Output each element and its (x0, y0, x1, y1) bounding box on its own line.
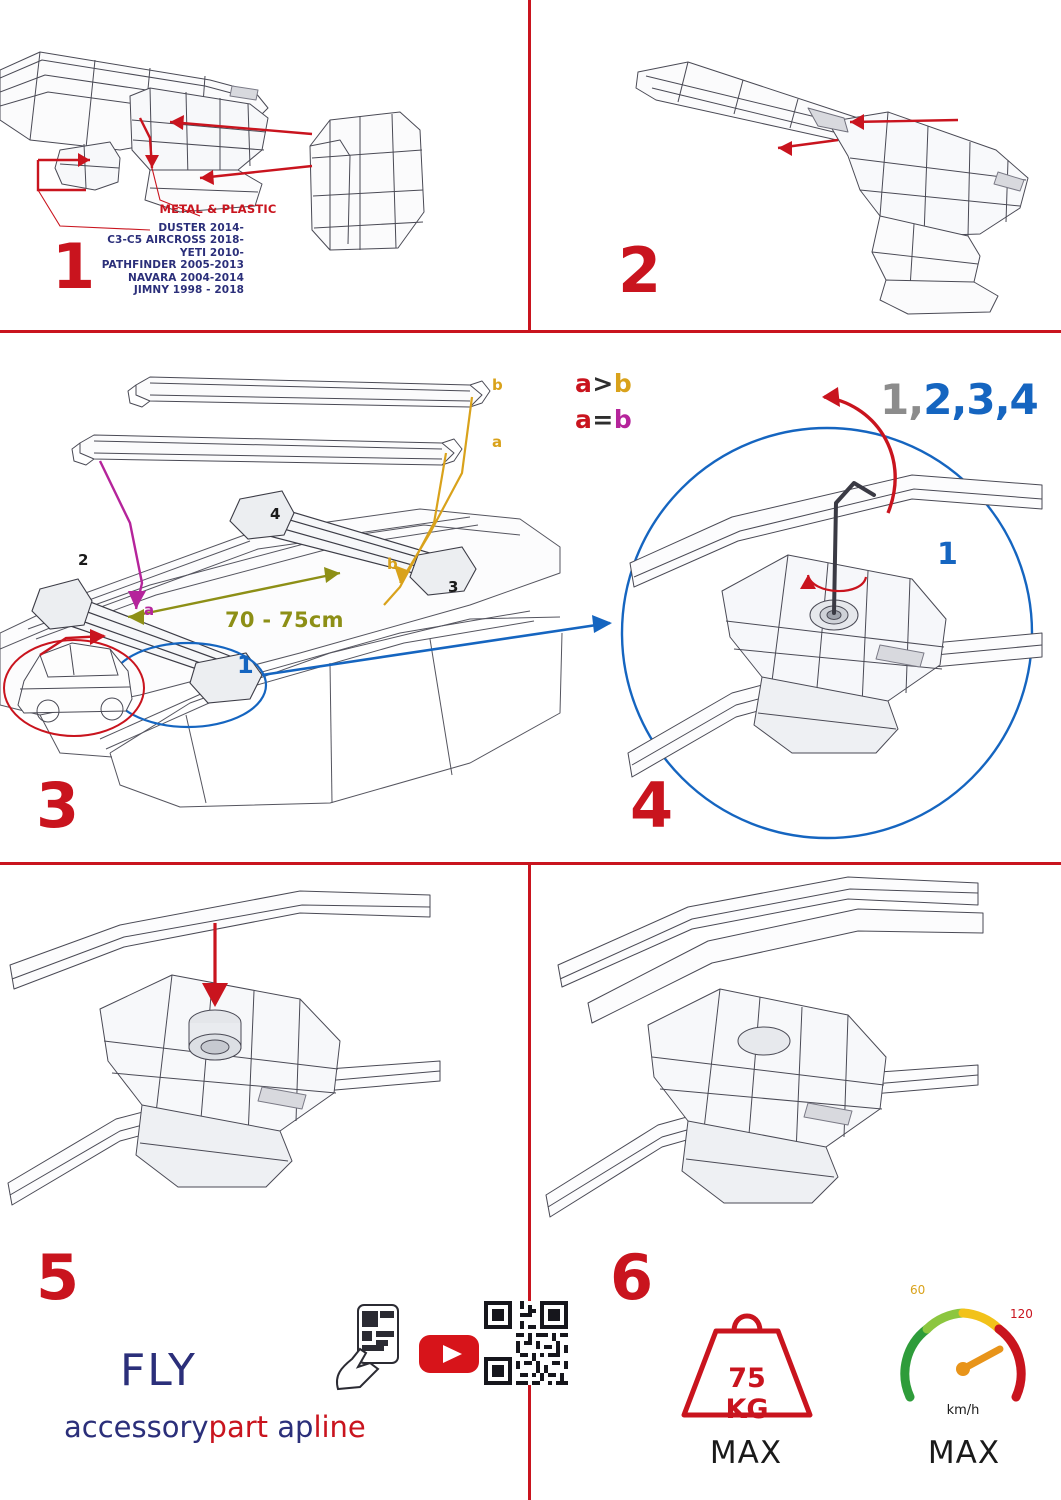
max-weight-label: MAX (709, 1435, 783, 1471)
step-4-panel (612, 333, 1061, 862)
compare-b: b (613, 405, 633, 434)
step-number-5: 5 (36, 1241, 78, 1314)
sequence-blue: 2,3,4 (923, 375, 1038, 424)
max-weight-value: 75 KG (725, 1363, 769, 1425)
label-a-mid: a (144, 601, 155, 619)
vehicle-item: PATHFINDER 2005-2013 (101, 259, 244, 272)
step-number-6: 6 (610, 1241, 652, 1314)
bar-number-4: 4 (270, 505, 281, 523)
compare-op: > (592, 369, 614, 398)
brand-part: part (208, 1410, 269, 1444)
brand-fly: FLY (120, 1345, 197, 1396)
gauge-max-label: 120 (1010, 1307, 1033, 1321)
tightening-sequence (880, 375, 1038, 424)
step-number-4: 4 (630, 769, 672, 842)
brand-ap: ap (277, 1410, 314, 1444)
step-6-illustration (528, 865, 1061, 1265)
step-number-3: 3 (36, 769, 78, 842)
sequence-grey: 1, (880, 375, 924, 424)
compare-op: = (592, 405, 614, 434)
gauge-min-label: 60 (910, 1283, 926, 1297)
vehicle-item: JIMNY 1998 - 2018 (133, 283, 244, 296)
bar-number-1-circled: 1 (237, 651, 254, 679)
step-5-panel (0, 865, 528, 1500)
brand-accessory: accessory (64, 1410, 209, 1444)
compare-a: a (575, 405, 593, 434)
vehicle-item: YETI 2010- (179, 246, 244, 259)
label-b-mid: b (387, 555, 398, 573)
compare-a: a (575, 369, 593, 398)
youtube-icon[interactable] (418, 1331, 480, 1377)
step-5-illustration (0, 865, 528, 1325)
step-2-illustration (528, 0, 1061, 330)
brand-accessorypart-apline (64, 1410, 366, 1444)
step4-callout-1: 1 (937, 537, 958, 572)
step-2-panel (528, 0, 1061, 330)
step-number-2: 2 (618, 234, 660, 307)
step-6-panel (528, 865, 1061, 1500)
distance-label: 70 - 75cm (225, 608, 344, 632)
compare-b: b (613, 369, 633, 398)
step-1-panel (0, 0, 528, 330)
material-note: METAL & PLASTIC (159, 202, 277, 216)
speed-unit-label: km/h (946, 1403, 980, 1418)
vehicle-item: NAVARA 2004-2014 (127, 271, 244, 284)
max-speed-label: MAX (927, 1435, 1001, 1471)
scan-qr-phone-icon (330, 1301, 408, 1393)
label-a-top: a (492, 433, 503, 451)
bar-number-2: 2 (78, 551, 89, 569)
vehicle-item: DUSTER 2014- (158, 222, 244, 234)
step-3-illustration (0, 333, 620, 862)
bar-number-3: 3 (448, 578, 459, 596)
step-3-panel (0, 333, 633, 862)
brand-line: line (313, 1410, 366, 1444)
label-b-top: b (492, 376, 503, 394)
vehicle-item: C3-C5 AIRCROSS 2018- (107, 234, 244, 247)
vehicle-compatibility-list (0, 222, 244, 303)
step-number-1: 1 (52, 230, 94, 303)
